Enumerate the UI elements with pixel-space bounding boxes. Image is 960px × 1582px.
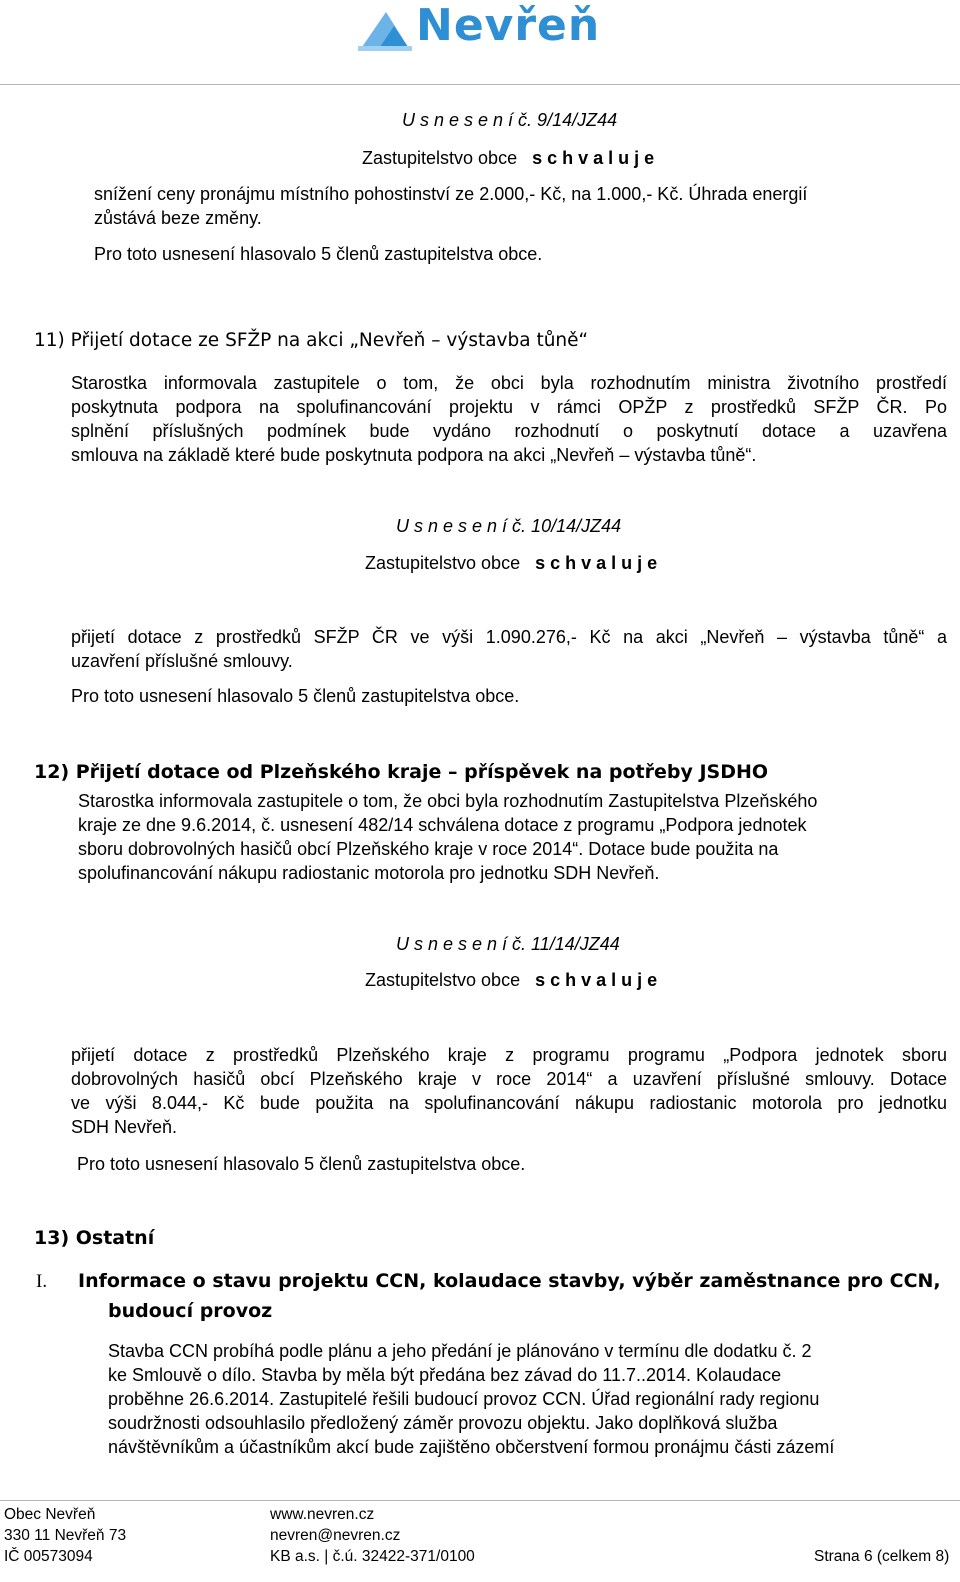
vote-text: Pro toto usnesení hlasovalo 5 členů zastupitelstva obce. bbox=[77, 1154, 526, 1174]
header-divider bbox=[0, 84, 960, 85]
sub-heading: budoucí provoz bbox=[108, 1300, 273, 1322]
council-name: Zastupitelstvo obce bbox=[365, 970, 521, 990]
footer-divider bbox=[0, 1500, 960, 1501]
sub-marker: I. bbox=[36, 1271, 48, 1292]
resolution-council bbox=[365, 970, 657, 991]
resolution-title: U s n e s e n í č. 9/14/JZ44 bbox=[402, 110, 618, 130]
sub-heading: Informace o stavu projektu CCN, kolaudace stavby, výběr zaměstnance pro CCN, bbox=[78, 1270, 941, 1292]
footer-org: Obec Nevřeň bbox=[4, 1506, 96, 1523]
footer-address: 330 11 Nevřeň 73 bbox=[4, 1527, 127, 1544]
section-heading: 12) Přijetí dotace od Plzeňského kraje – příspěvek na potřeby JSDHO bbox=[34, 761, 769, 783]
footer-website-link[interactable]: www.nevren.cz bbox=[270, 1506, 375, 1523]
footer-bank: KB a.s. | č.ú. 32422-371/0100 bbox=[270, 1548, 475, 1565]
footer-email-link[interactable]: nevren@nevren.cz bbox=[270, 1527, 401, 1544]
vote-text: Pro toto usnesení hlasovalo 5 členů zastupitelstva obce. bbox=[71, 686, 520, 706]
logo bbox=[356, 0, 601, 54]
resolution-verb: s c h v a l u j e bbox=[535, 970, 658, 990]
resolution-text: snížení ceny pronájmu místního pohostinství ze 2.000,- Kč, na 1.000,- Kč. Úhrada energií zůstává beze změny. bbox=[94, 184, 808, 228]
council-name: Zastupitelstvo obce bbox=[365, 553, 521, 573]
resolution-title: U s n e s e n í č. 10/14/JZ44 bbox=[396, 516, 622, 536]
vote-text: Pro toto usnesení hlasovalo 5 členů zastupitelstva obce. bbox=[94, 244, 543, 264]
footer-ico: IČ 00573094 bbox=[4, 1548, 93, 1565]
section-heading: 13) Ostatní bbox=[34, 1227, 155, 1249]
resolution-text: přijetí dotace z prostředků Plzeňského kraje z programu programu „Podpora jednotek sboru dobrovolných hasičů obcí Plzeňského kraje v roce 2014“ a uzavření příslušné smlouvy. Dotace ve výši 8.044,- Kč bude použita na spolufinancování nákupu radiostanic motorola pro jednotku SDH Nevřeň. bbox=[71, 1045, 947, 1137]
logo-text: Nevřeň bbox=[416, 0, 601, 51]
resolution-verb: s c h v a l u j e bbox=[535, 553, 658, 573]
resolution-council bbox=[362, 148, 654, 169]
section-heading: 11) Přijetí dotace ze SFŽP na akci „Nevřeň – výstavba tůně“ bbox=[34, 330, 589, 351]
section-text: Starostka informovala zastupitele o tom, že obci byla rozhodnutím Zastupitelstva Plzeňského kraje ze dne 9.6.2014, č. usnesení 482/14 schválena dotace z programu „Podpora jednotek sboru dobrovolných hasičů obcí Plzeňského kraje v roce 2014“. Dotace bude použita na spolufinancování nákupu radiostanic motorola pro jednotku SDH Nevřeň. bbox=[78, 791, 818, 883]
council-name: Zastupitelstvo obce bbox=[362, 148, 518, 168]
logo-mark-icon bbox=[356, 6, 414, 52]
resolution-text: přijetí dotace z prostředků SFŽP ČR ve výši 1.090.276,- Kč na akci „Nevřeň – výstavba tůně“ a uzavření příslušné smlouvy. bbox=[71, 627, 947, 671]
section-text: Starostka informovala zastupitele o tom, že obci byla rozhodnutím ministra životního prostředí poskytnuta podpora na spolufinancování projektu v rámci OPŽP z prostředků SFŽP ČR. Po splnění příslušných podmínek bude vydáno rozhodnutí o poskytnutí dotace a uzavřena smlouva na základě které bude poskytnuta podpora na akci „Nevřeň – výstavba tůně“. bbox=[71, 373, 947, 465]
page-number: Strana 6 (celkem 8) bbox=[814, 1548, 950, 1565]
resolution-verb: s c h v a l u j e bbox=[532, 148, 655, 168]
resolution-title: U s n e s e n í č. 11/14/JZ44 bbox=[396, 934, 620, 954]
resolution-council bbox=[365, 553, 657, 574]
section-text: Stavba CCN probíhá podle plánu a jeho předání je plánováno v termínu dle dodatku č. 2 ke Smlouvě o dílo. Stavba by měla být předána bez závad do 11.7..2014. Kolaudace proběhne 26.6.2014. Zastupitelé řešili budoucí provoz CCN. Úřad regionální rady regionu soudržnosti odsouhlasilo předložený záměr provozu objektu. Jako doplňková služba návštěvníkům a účastníkům akcí bude zajištěno občerstvení formou pronájmu části zázemí bbox=[108, 1341, 835, 1457]
